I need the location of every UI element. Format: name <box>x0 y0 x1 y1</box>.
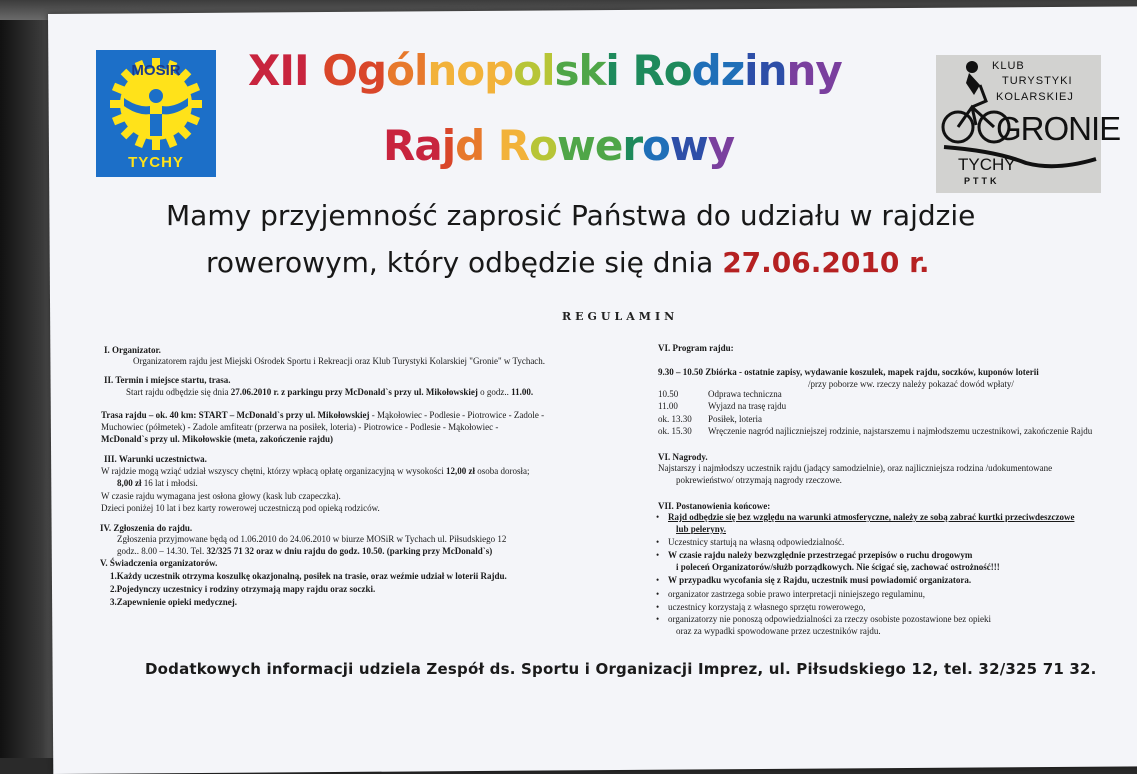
route-line1-bold: Trasa rajdu – ok. 40 km: START – McDonald`s przy ul. Mikołowskiej <box>101 410 370 420</box>
child-fee-label: 16 lat i młodsi. <box>141 478 198 488</box>
title-line1 <box>248 46 842 95</box>
conditions-line3: W czasie rajdu wymagana jest osłona głowy (kask lub czapeczka). <box>101 491 341 501</box>
program-description: Wręczenie nagród najliczniejszej rodzinie, najstarszemu i najmłodszemu uczestnikowi, zakończenie Rajdu <box>708 426 1093 436</box>
program-first-note: /przy poborze ww. rzeczy należy pokazać dowód wpłaty/ <box>808 379 1014 389</box>
event-date: 27.06.2010 r. <box>722 246 930 279</box>
klub-logo-name: GRONIE <box>996 110 1121 147</box>
start-text-a: Start rajdu odbędzie się dnia <box>126 387 231 397</box>
final-liability-line1: organizatorzy nie ponoszą odpowiedzialności za rzeczy osobiste pozostawione bez opieki <box>668 614 991 624</box>
benefits-item3: 3.Zapewnienie opieki medycznej. <box>110 597 237 607</box>
conditions-line2 <box>117 477 198 489</box>
title-line2 <box>383 121 734 170</box>
conditions-fee-text: W rajdzie mogą wziąć udział wszyscy chętni, którzy wpłacą opłatę organizacyjną w wysokości <box>101 466 447 476</box>
section-prizes-heading: VI. Nagrody. <box>658 452 708 462</box>
program-description: Wyjazd na trasę rajdu <box>708 401 787 411</box>
klub-logo-org: PTTK <box>964 176 1000 186</box>
title-word: Ogólnopolski <box>322 46 619 95</box>
title-word: Rajd <box>383 121 485 170</box>
final-equipment: uczestnicy korzystają z własnego sprzętu rowerowego, <box>668 602 866 612</box>
mosir-logo-city: TYCHY <box>128 154 184 171</box>
klub-logo-city: TYCHY <box>958 155 1016 174</box>
section-conditions-heading: III. Warunki uczestnictwa. <box>104 454 207 464</box>
final-traffic-line1: W czasie rajdu należy bezwzględnie przestrzegać przepisów o ruchu drogowym <box>668 550 973 560</box>
adult-fee-label: osoba dorosła; <box>475 466 530 476</box>
route-line1-rest: - Mąkołowiec - Podlesie - Piotrowice - Zadole - <box>369 410 545 420</box>
section-final-heading: VII. Postanowienia końcowe: <box>658 501 771 511</box>
benefits-item2: 2.Pojedynczy uczestnicy i rodziny otrzymają mapy rajdu oraz soczki. <box>110 584 376 594</box>
child-fee: 8,00 zł <box>117 478 142 488</box>
klub-gronie-logo <box>936 55 1121 193</box>
section-program-heading: VI. Program rajdu: <box>658 343 734 353</box>
invite-line1: Mamy przyjemność zaprosić Państwa do udziału w rajdzie <box>166 199 976 232</box>
bullet-icon: • <box>656 614 660 624</box>
title-word: XII <box>248 46 309 95</box>
invite-line2 <box>206 246 930 279</box>
section-start-text <box>126 386 533 398</box>
start-time: 11.00. <box>511 387 534 397</box>
program-time: 10.50 <box>658 389 679 399</box>
mosir-logo-title: MOSIR <box>131 62 181 79</box>
bullet-icon: • <box>656 537 660 547</box>
section-benefits-heading: V. Świadczenia organizatorów. <box>100 558 218 568</box>
invite-line2-text: rowerowym, który odbędzie się dnia <box>206 246 714 279</box>
title-word: Rowerowy <box>497 121 735 170</box>
final-interpretation: organizator zastrzega sobie prawo interpretacji niniejszego regulaminu, <box>668 589 925 599</box>
prizes-line1: Najstarszy i najmłodszy uczestnik rajdu (jadący samodzielnie), oraz najliczniejsza rodzina /udokumentowane <box>658 463 1053 473</box>
mosir-logo <box>96 50 216 177</box>
footer-contact: Dodatkowych informacji udziela Zespół ds. Sportu i Organizacji Imprez, ul. Piłsudskiego 12, tel. 32/325 71 32. <box>145 660 1097 678</box>
registration-line2 <box>117 545 492 557</box>
conditions-line4: Dzieci poniżej 10 lat i bez karty rowerowej uczestniczą pod opieką rodziców. <box>101 503 380 513</box>
adult-fee: 12,00 zł <box>446 466 476 476</box>
registration-line1: Zgłoszenia przyjmowane będą od 1.06.2010 do 24.06.2010 w biurze MOSiR w Tychach ul. Piłsudskiego 12 <box>117 534 507 544</box>
final-liability-line2: oraz za wypadki spowodowane przez uczestników rajdu. <box>676 626 881 636</box>
section-registration-heading: IV. Zgłoszenia do rajdu. <box>100 523 193 533</box>
bullet-icon: • <box>656 512 660 522</box>
prizes-line2: pokrewieństwo/ otrzymają nagrody rzeczowe. <box>676 475 842 485</box>
regulamin-heading: REGULAMIN <box>562 310 679 323</box>
program-first: 9.30 – 10.50 Zbiórka - ostatnie zapisy, wydawanie koszulek, mapek rajdu, soczków, kuponów loterii <box>658 367 1039 377</box>
klub-logo-line1: KLUB <box>992 60 1025 72</box>
start-text-c: o godz.. <box>477 387 512 397</box>
final-responsibility: Uczestnicy startują na własną odpowiedzialność. <box>668 537 845 547</box>
bullet-icon: • <box>656 589 660 599</box>
section-organizer-heading: I. Organizator. <box>104 345 161 355</box>
route-line1 <box>101 409 544 421</box>
final-weather-line1: Rajd odbędzie się bez względu na warunki atmosferyczne, należy ze sobą zabrać kurtki przeciwdeszczowe <box>668 512 1075 522</box>
bullet-icon: • <box>656 575 660 585</box>
program-time: 11.00 <box>658 401 678 411</box>
final-weather-line2: lub peleryny. <box>676 524 727 534</box>
final-traffic-line2: i poleceń Organizatorów/służb porządkowych. Nie ścigać się, zachować ostrożność!!! <box>676 562 1000 572</box>
bullet-icon: • <box>656 602 660 612</box>
section-start-heading: II. Termin i miejsce startu, trasa. <box>104 375 231 385</box>
program-description: Posiłek, loteria <box>708 414 762 424</box>
registration-hours: godz.. 8.00 – 14.30. Tel. <box>117 546 207 556</box>
start-text-b: 27.06.2010 r. z parkingu przy McDonald`s przy ul. Mikołowskiej <box>230 387 478 397</box>
registration-phone: 32/325 71 32 oraz w dniu rajdu do godz. 10.50. (parking przy McDonald`s) <box>206 546 493 556</box>
program-time: ok. 13.30 <box>658 414 692 424</box>
benefits-item1: 1.Każdy uczestnik otrzyma koszulkę okazjonalną, posiłek na trasie, oraz weźmie udział w loterii Rajdu. <box>110 571 507 581</box>
final-withdraw: W przypadku wycofania się z Rajdu, uczestnik musi powiadomić organizatora. <box>668 575 972 585</box>
route-line3: McDonald`s przy ul. Mikołowskie (meta, zakończenie rajdu) <box>101 434 333 444</box>
section-organizer-text: Organizatorem rajdu jest Miejski Ośrodek Sportu i Rekreacji oraz Klub Turystyki Kolarskiej "Gronie" w Tychach. <box>133 356 546 366</box>
conditions-line1 <box>101 465 530 477</box>
bullet-icon: • <box>656 550 660 560</box>
klub-logo-line3: KOLARSKIEJ <box>996 91 1074 103</box>
klub-logo-line2: TURYSTYKI <box>1002 75 1073 87</box>
route-line2: Muchowiec (półmetek) - Zadole amfiteatr (przerwa na posiłek, loteria) - Piotrowice - Podlesie - Mąkołowiec - <box>101 422 499 432</box>
title-word: Rodzinny <box>632 46 842 95</box>
program-description: Odprawa techniczna <box>708 389 782 399</box>
program-time: ok. 15.30 <box>658 426 692 436</box>
